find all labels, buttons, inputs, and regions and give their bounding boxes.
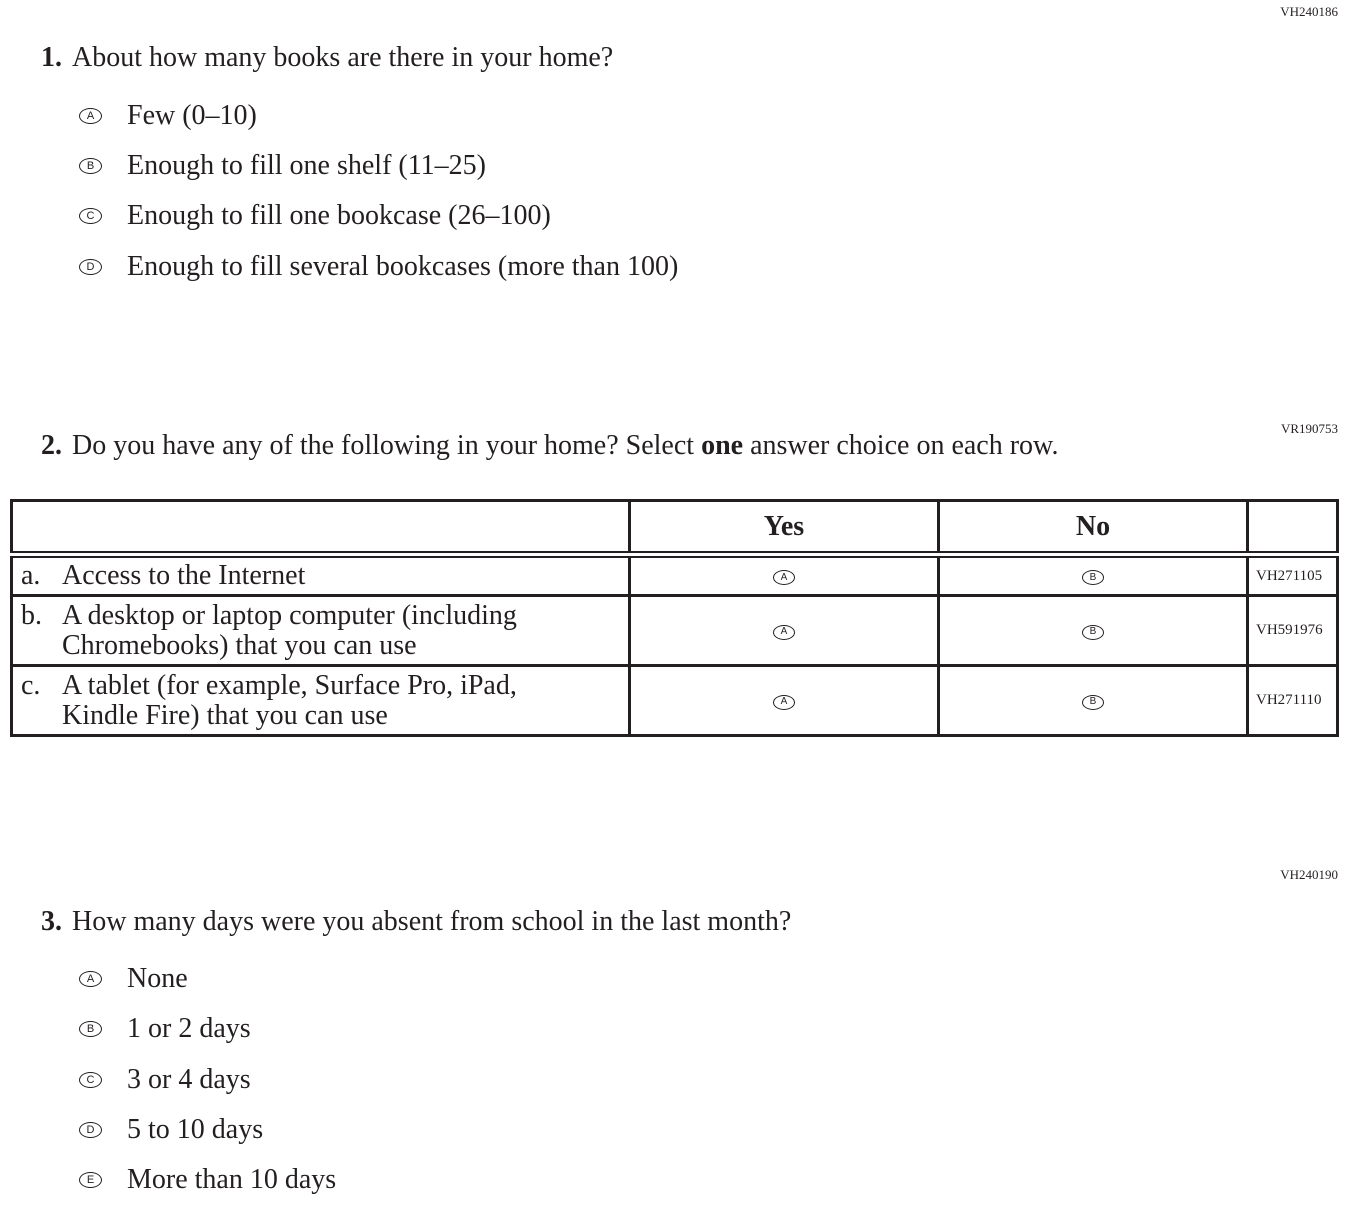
answer-option[interactable] (79, 149, 486, 183)
row-text: Access to the Internet (62, 560, 306, 591)
row-text (62, 601, 517, 661)
option-text: Enough to fill one shelf (11–25) (127, 150, 487, 181)
question-number: 3. (41, 906, 62, 937)
question-text: About how many books are there in your home? (72, 42, 614, 73)
option-bubble[interactable]: B (79, 1021, 102, 1037)
yes-cell[interactable] (630, 666, 939, 736)
row-text (62, 671, 517, 731)
option-text: Enough to fill several bookcases (more than 100) (127, 251, 679, 282)
option-text: Enough to fill one bookcase (26–100) (127, 200, 551, 231)
question-3-title (41, 906, 791, 938)
blank-header (12, 501, 630, 555)
row-text-line: A tablet (for example, Surface Pro, iPad, (62, 669, 517, 701)
option-bubble[interactable]: A (79, 108, 102, 124)
item-code: VR190753 (1280, 421, 1338, 436)
row-text-line: Chromebooks) that you can use (62, 629, 417, 661)
question-text: Do you have any of the following in your home? Select (72, 430, 702, 461)
row-letter: a. (21, 560, 41, 591)
answer-option[interactable] (79, 1113, 263, 1147)
answer-option[interactable] (79, 1063, 251, 1097)
no-bubble[interactable]: B (1082, 695, 1104, 710)
option-text: None (127, 963, 188, 994)
question-text-bold: one (701, 430, 744, 461)
answer-option[interactable] (79, 962, 188, 996)
question-1-title (41, 42, 613, 74)
question-text: answer choice on each row. (743, 430, 1059, 461)
question-number: 1. (41, 42, 62, 73)
row-text-line: A desktop or laptop computer (including (62, 599, 517, 631)
no-column-header: No (939, 501, 1248, 555)
row-label (12, 666, 630, 736)
row-code: VH271105 (1248, 555, 1338, 596)
option-bubble[interactable]: C (79, 1072, 102, 1088)
option-bubble[interactable]: C (79, 208, 102, 224)
option-bubble[interactable]: D (79, 259, 102, 275)
yes-bubble[interactable]: A (773, 695, 795, 710)
question-number: 2. (41, 430, 62, 461)
answer-option[interactable] (79, 1163, 336, 1197)
yes-bubble[interactable]: A (773, 570, 795, 585)
option-text: 5 to 10 days (127, 1114, 264, 1145)
no-cell[interactable] (939, 596, 1248, 666)
answer-option[interactable] (79, 99, 257, 133)
option-bubble[interactable]: A (79, 971, 102, 987)
yes-cell[interactable] (630, 596, 939, 666)
option-text: 3 or 4 days (127, 1064, 251, 1095)
row-label (12, 596, 630, 666)
answer-option[interactable] (79, 199, 551, 233)
yes-column-header: Yes (630, 501, 939, 555)
question-2-title (41, 430, 1058, 462)
yes-cell[interactable] (630, 555, 939, 596)
option-text: Few (0–10) (127, 100, 257, 131)
table-row (12, 666, 1338, 736)
option-bubble[interactable]: D (79, 1122, 102, 1138)
row-text-line: Kindle Fire) that you can use (62, 699, 388, 731)
item-code: VH240190 (1280, 867, 1338, 882)
option-text: 1 or 2 days (127, 1013, 251, 1044)
table-row (12, 555, 1338, 596)
table-row (12, 596, 1338, 666)
row-letter: c. (21, 669, 41, 701)
option-bubble[interactable]: B (79, 158, 102, 174)
question-text: How many days were you absent from school in the last month? (72, 906, 792, 937)
no-bubble[interactable]: B (1082, 570, 1104, 585)
answer-option[interactable] (79, 1012, 251, 1046)
row-label (12, 555, 630, 596)
row-letter: b. (21, 599, 42, 631)
option-text: More than 10 days (127, 1164, 337, 1195)
answer-option[interactable] (79, 250, 678, 284)
item-code: VH240186 (1280, 4, 1338, 19)
row-code: VH271110 (1248, 666, 1338, 736)
option-bubble[interactable]: E (79, 1172, 102, 1188)
no-cell[interactable] (939, 666, 1248, 736)
no-cell[interactable] (939, 555, 1248, 596)
row-code: VH591976 (1248, 596, 1338, 666)
answer-grid (10, 499, 1339, 737)
code-column-header (1248, 501, 1338, 555)
no-bubble[interactable]: B (1082, 625, 1104, 640)
yes-bubble[interactable]: A (773, 625, 795, 640)
